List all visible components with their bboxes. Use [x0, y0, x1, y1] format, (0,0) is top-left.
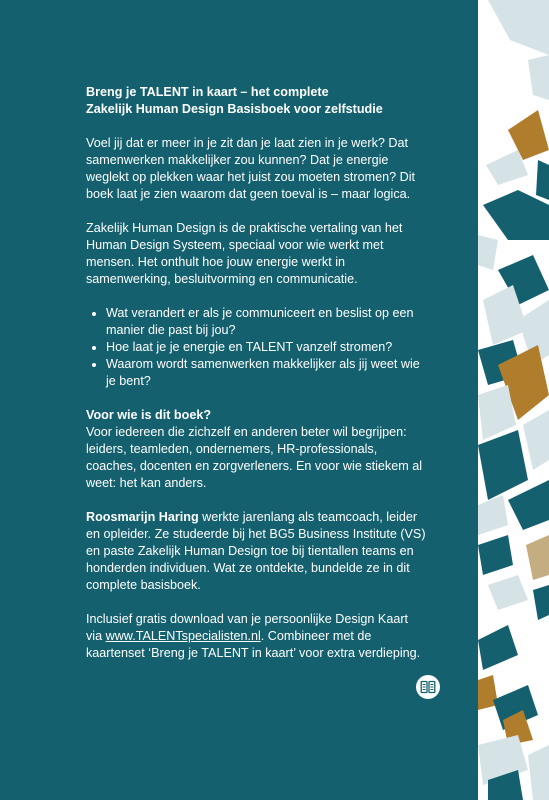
website-link[interactable]: www.TALENTspecialisten.nl — [105, 629, 261, 643]
intro-paragraph: Voel jij dat er meer in je zit dan je laat zien in je werk? Dat samenwerken makkelijker zou kunnen? Dat je energie weglekt op plekken waar het juist zou moeten stromen? Dit boek laat je zien waarom dat geen toeval is – maar logica. — [86, 136, 416, 201]
mosaic-tiles — [478, 0, 549, 800]
bonus-section — [86, 611, 426, 662]
list-item: • Waarom wordt samenwerken makkelijker als jij weet wie je bent? — [106, 356, 426, 390]
author-section — [86, 509, 426, 594]
question-list — [86, 305, 426, 390]
bonus-text-before: Inclusief gratis download van je persoonlijke Design Kaart via — [86, 612, 409, 643]
book-logo-icon — [416, 675, 440, 699]
bonus-text-after: . Combineer met de kaartenset ‘Breng je TALENT in kaart’ voor extra verdieping. — [86, 629, 421, 660]
list-item: • Hoe laat je je energie en TALENT vanzelf stromen? — [106, 339, 426, 356]
headline-line-2: Zakelijk Human Design Basisboek voor zelfstudie — [86, 102, 383, 116]
author-name: Roosmarijn Haring — [86, 510, 199, 524]
mosaic-pattern — [478, 0, 549, 800]
author-bio: werkte jarenlang als teamcoach, leider en opleider. Ze studeerde bij het BG5 Business Institute (VS) en paste Zakelijk Human Design toe bij tientallen teams en honderden individuen. Wat ze ontdekte, bundelde ze in dit complete basisboek. — [86, 510, 426, 592]
headline — [86, 84, 426, 118]
audience-section — [86, 407, 426, 492]
audience-heading: Voor wie is dit boek? — [86, 408, 212, 422]
about-paragraph: Zakelijk Human Design is de praktische vertaling van het Human Design Systeem, speciaal voor wie werkt met mensen. Het onthult hoe jouw energie werkt in samenwerking, besluitvorming en communicatie. — [86, 221, 403, 286]
headline-line-1: Breng je TALENT in kaart – het complete — [86, 85, 329, 99]
list-item: • Wat verandert er als je communiceert en beslist op een manier die past bij jou? — [106, 305, 426, 339]
audience-text: Voor iedereen die zichzelf en anderen beter wil begrijpen: leiders, teamleden, ondernemers, HR-professionals, coaches, docenten en zorgverleners. En voor wie stiekem al weet: het kan anders. — [86, 425, 423, 490]
cover-text — [86, 84, 426, 662]
